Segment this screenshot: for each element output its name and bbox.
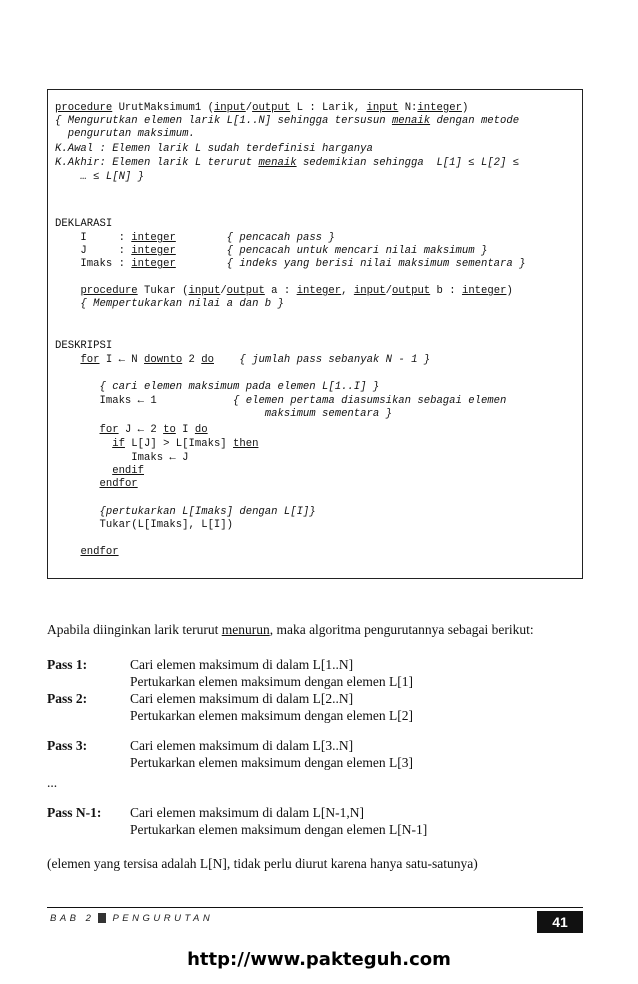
book-icon	[98, 913, 106, 923]
final-state-cont: … ≤ L[N] }	[55, 171, 145, 183]
if-statement: if L[J] > L[Imaks] then	[112, 438, 259, 450]
chapter-footer	[50, 913, 213, 924]
comment-line-1: { Mengurutkan elemen larik L[1..N] sehingga tersusun menaik dengan metode	[55, 115, 520, 127]
outer-for: for I ← N downto 2 do { jumlah pass sebanyak N - 1 }	[80, 354, 431, 366]
inner-for: for J ← 2 to I do	[99, 424, 208, 436]
tukar-call: Tukar(L[Imaks], L[I])	[55, 519, 234, 531]
chapter-title: PENGURUTAN	[112, 913, 214, 924]
closing-note: (elemen yang tersisa adalah L[N], tidak perlu diurut karena hanya satu-satunya)	[47, 856, 478, 871]
pass-2-line2: Pertukarkan elemen maksimum dengan elemen L[2]	[130, 708, 414, 723]
endif: endif	[112, 465, 145, 477]
pass-3-line1: Cari elemen maksimum di dalam L[3..N]	[130, 738, 354, 753]
pass-1-line1: Cari elemen maksimum di dalam L[1..N]	[130, 657, 354, 672]
pass-1-line2: Pertukarkan elemen maksimum dengan elemen L[1]	[130, 674, 414, 689]
cari-comment: { cari elemen maksimum pada elemen L[1..I] }	[55, 381, 380, 393]
imaks-j-assign: Imaks ← J	[55, 452, 189, 464]
decl-j: J : integer { pencacah untuk mencari nilai maksimum }	[55, 245, 488, 257]
pertukarkan-comment: {pertukarkan L[Imaks] dengan L[I]}	[55, 506, 316, 518]
decl-i: I : integer { pencacah pass }	[55, 232, 335, 244]
initial-state: K.Awal : Elemen larik L sudah terdefinisi harganya	[55, 143, 373, 155]
procedure-header: procedure UrutMaksimum1 (input/output L : Larik, input N:integer)	[55, 102, 469, 114]
pass-1-label: Pass 1:	[47, 657, 88, 672]
pass-2-label: Pass 2:	[47, 691, 88, 706]
pass-2-line1: Cari elemen maksimum di dalam L[2..N]	[130, 691, 354, 706]
deskripsi-heading: DESKRIPSI	[55, 340, 113, 352]
tukar-declaration: procedure Tukar (input/output a : integer, input/output b : integer)	[80, 285, 513, 297]
tukar-comment: { Mempertukarkan nilai a dan b }	[55, 298, 284, 310]
chapter-number: BAB 2	[50, 913, 95, 924]
pass-n-1-line2: Pertukarkan elemen maksimum dengan elemen L[N-1]	[130, 822, 428, 837]
pass-n-1-line1: Cari elemen maksimum di dalam L[N-1,N]	[130, 805, 364, 820]
inner-endfor: endfor	[99, 478, 138, 490]
imaks-comment-cont: maksimum sementara }	[55, 408, 392, 420]
pass-3-line2: Pertukarkan elemen maksimum dengan elemen L[3]	[130, 755, 414, 770]
decl-imaks: Imaks : integer { indeks yang berisi nilai maksimum sementara }	[55, 258, 526, 270]
website-url: http://www.pakteguh.com	[187, 949, 451, 970]
deklarasi-heading: DEKLARASI	[55, 218, 113, 230]
footer-rule	[47, 907, 583, 908]
pass-n-1-label: Pass N-1:	[47, 805, 102, 820]
intro-paragraph: Apabila diinginkan larik terurut menurun, maka algoritma pengurutannya sebagai berikut:	[47, 622, 534, 637]
comment-line-2: pengurutan maksimum.	[55, 128, 195, 140]
imaks-assign: Imaks ← 1 { elemen pertama diasumsikan sebagai elemen	[55, 395, 507, 407]
page-number: 41	[537, 911, 583, 933]
ellipsis: ...	[47, 775, 58, 790]
final-state: K.Akhir: Elemen larik L terurut menaik sedemikian sehingga L[1] ≤ L[2] ≤	[55, 157, 520, 169]
pass-3-label: Pass 3:	[47, 738, 88, 753]
outer-endfor: endfor	[80, 546, 119, 558]
